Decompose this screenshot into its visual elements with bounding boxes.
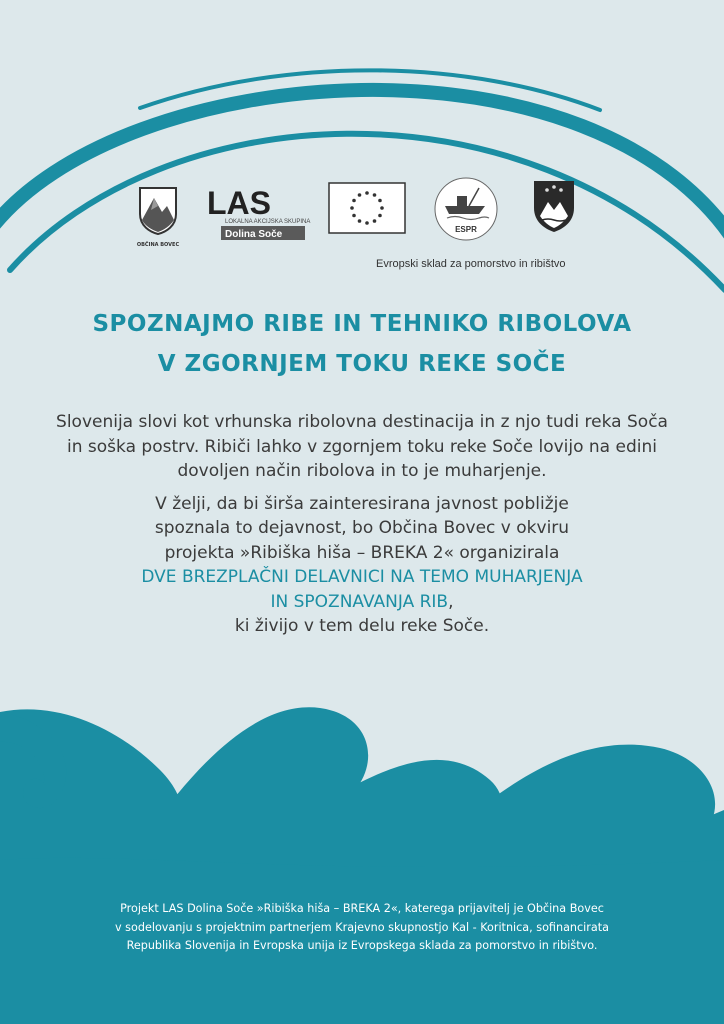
eu-star	[350, 206, 354, 210]
las-badge: Dolina Soče	[225, 229, 283, 240]
eu-flag-logo	[328, 182, 406, 234]
footer-credits	[40, 900, 684, 956]
eu-star	[352, 199, 356, 203]
highlight-line-2: IN SPOZNAVANJA RIB	[270, 591, 449, 612]
paragraph-2-line-2: spoznala to dejavnost, bo Občina Bovec v okviru	[154, 518, 570, 538]
title-line-1: SPOZNAJMO RIBE IN TEHNIKO RIBOLOVA	[92, 311, 632, 337]
page-title	[30, 304, 694, 384]
partner-logos	[0, 176, 724, 276]
footer-line-2: v sodelovanju s projektnim partnerjem Krajevno skupnostjo Kal - Koritnica, sofinancirata	[115, 920, 609, 934]
bovec-caption: OBČINA BOVEC	[136, 242, 180, 248]
slovenia-coat-of-arms-logo	[531, 178, 577, 234]
eu-star	[352, 214, 356, 218]
eu-star	[380, 206, 384, 210]
eu-star	[378, 214, 382, 218]
eu-star	[378, 199, 382, 203]
closing-line: ki živijo v tem delu reke Soče.	[234, 616, 490, 636]
paragraph-2	[50, 492, 674, 639]
espr-label: ESPR	[455, 225, 477, 234]
espr-logo	[433, 176, 499, 242]
crest-icon	[136, 186, 180, 236]
las-title: LAS	[207, 185, 271, 221]
eu-star	[365, 221, 369, 225]
coat-of-arms-icon	[531, 178, 577, 234]
body-text	[50, 410, 674, 639]
footer-line-1: Projekt LAS Dolina Soče »Ribiška hiša – BREKA 2«, katerega prijavitelj je Občina Bovec	[120, 902, 604, 915]
eu-star	[358, 193, 362, 197]
eu-flag-icon	[328, 182, 406, 234]
highlight-suffix: ,	[448, 591, 454, 612]
las-logo-icon	[205, 184, 311, 244]
eu-star	[373, 193, 377, 197]
paragraph-2-line-3: projekta »Ribiška hiša – BREKA 2« organizirala	[164, 542, 560, 563]
paragraph-2-line-1: V želji, da bi širša zainteresirana javnost pobližje	[155, 493, 569, 514]
las-subtitle: LOKALNA AKCIJSKA SKUPINA	[225, 219, 311, 225]
espr-caption: Evropski sklad za pomorstvo in ribištvo	[376, 258, 566, 270]
footer-line-3: Republika Slovenija in Evropska unija iz Evropskega sklada za pomorstvo in ribištvo.	[126, 939, 598, 952]
eu-star	[358, 219, 362, 223]
eu-star	[373, 219, 377, 223]
las-dolina-soce-logo	[205, 184, 311, 244]
eu-star	[365, 191, 369, 195]
highlight-line-1: DVE BREZPLAČNI DELAVNICI NA TEMO MUHARJENJA	[141, 567, 583, 587]
title-line-2: V ZGORNJEM TOKU REKE SOČE	[157, 351, 567, 377]
paragraph-1: Slovenija slovi kot vrhunska ribolovna destinacija in z njo tudi reka Soča in soška postrv. Ribiči lahko v zgornjem toku reke Soče lovijo na edini dovoljen način ribolova in to je muharjenje.	[56, 412, 668, 481]
obcina-bovec-logo	[133, 186, 183, 246]
fishing-boat-icon	[433, 176, 499, 242]
